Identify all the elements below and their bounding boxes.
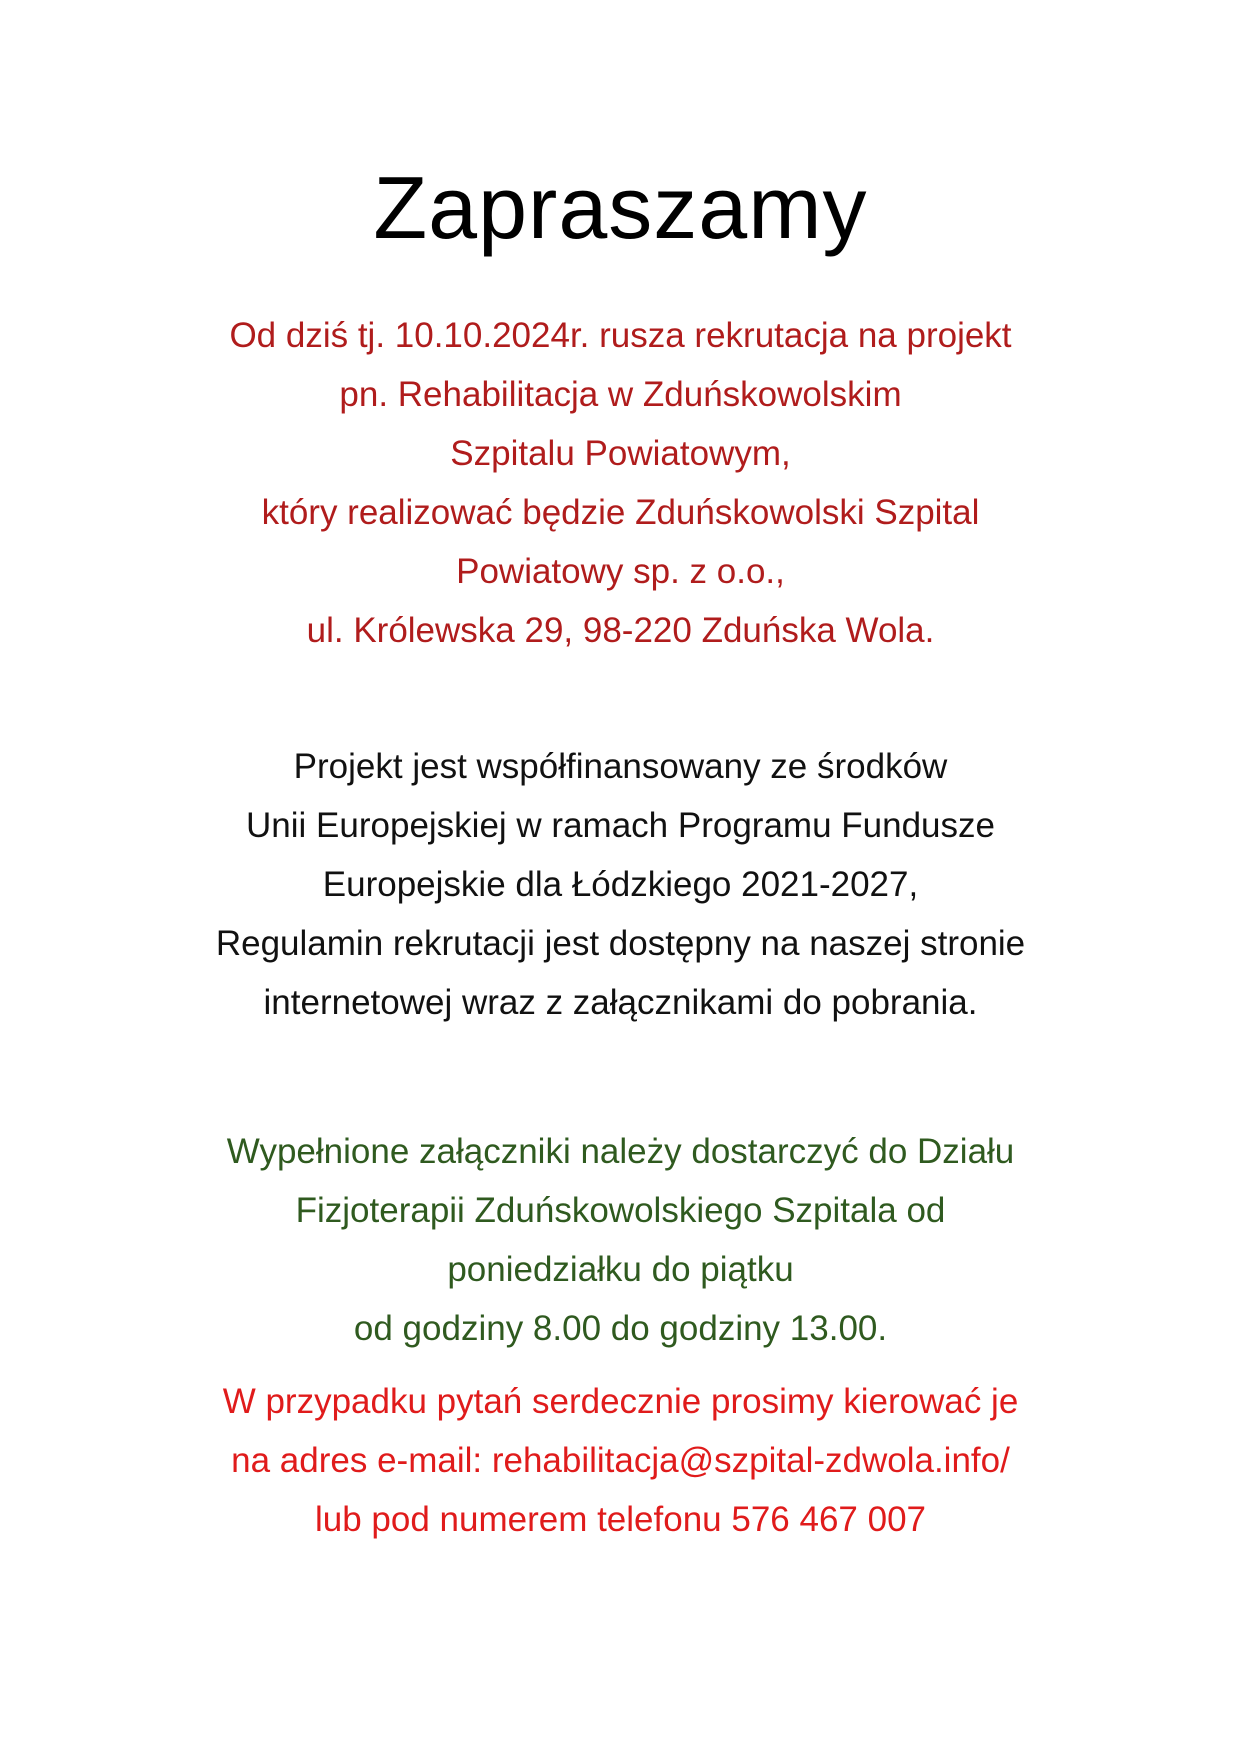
funding-line: Europejskie dla Łódzkiego 2021-2027, [322, 865, 919, 904]
recruitment-intro [0, 306, 1241, 660]
contact-info [0, 1372, 1241, 1549]
funding-line: Projekt jest współfinansowany ze środków [293, 747, 948, 786]
delivery-info [0, 1122, 1241, 1358]
intro-line: Powiatowy sp. z o.o., [456, 552, 785, 591]
contact-email-line: na adres e-mail: rehabilitacja@szpital-zdwola.info/ [231, 1441, 1010, 1480]
intro-line: Szpitalu Powiatowym, [450, 434, 791, 473]
delivery-line: od godziny 8.00 do godziny 13.00. [353, 1309, 888, 1348]
intro-line: który realizować będzie Zduńskowolski Szpital [261, 493, 980, 532]
intro-line: ul. Królewska 29, 98-220 Zduńska Wola. [306, 611, 935, 650]
delivery-line: Fizjoterapii Zduńskowolskiego Szpitala od [295, 1191, 946, 1230]
funding-line: Unii Europejskiej w ramach Programu Fundusze [246, 806, 995, 845]
funding-line: internetowej wraz z załącznikami do pobrania. [263, 983, 978, 1022]
contact-phone-line: lub pod numerem telefonu 576 467 007 [314, 1500, 926, 1539]
intro-line: pn. Rehabilitacja w Zduńskowolskim [339, 375, 902, 414]
page-title: Zapraszamy [373, 158, 868, 257]
contact-line: W przypadku pytań serdecznie prosimy kierować je [222, 1382, 1019, 1421]
intro-line: Od dziś tj. 10.10.2024r. rusza rekrutacja na projekt [229, 316, 1012, 355]
funding-line: Regulamin rekrutacji jest dostępny na naszej stronie [215, 924, 1026, 963]
delivery-line: poniedziałku do piątku [447, 1250, 794, 1289]
delivery-line: Wypełnione załączniki należy dostarczyć do Działu [226, 1132, 1015, 1171]
funding-info [0, 737, 1241, 1032]
